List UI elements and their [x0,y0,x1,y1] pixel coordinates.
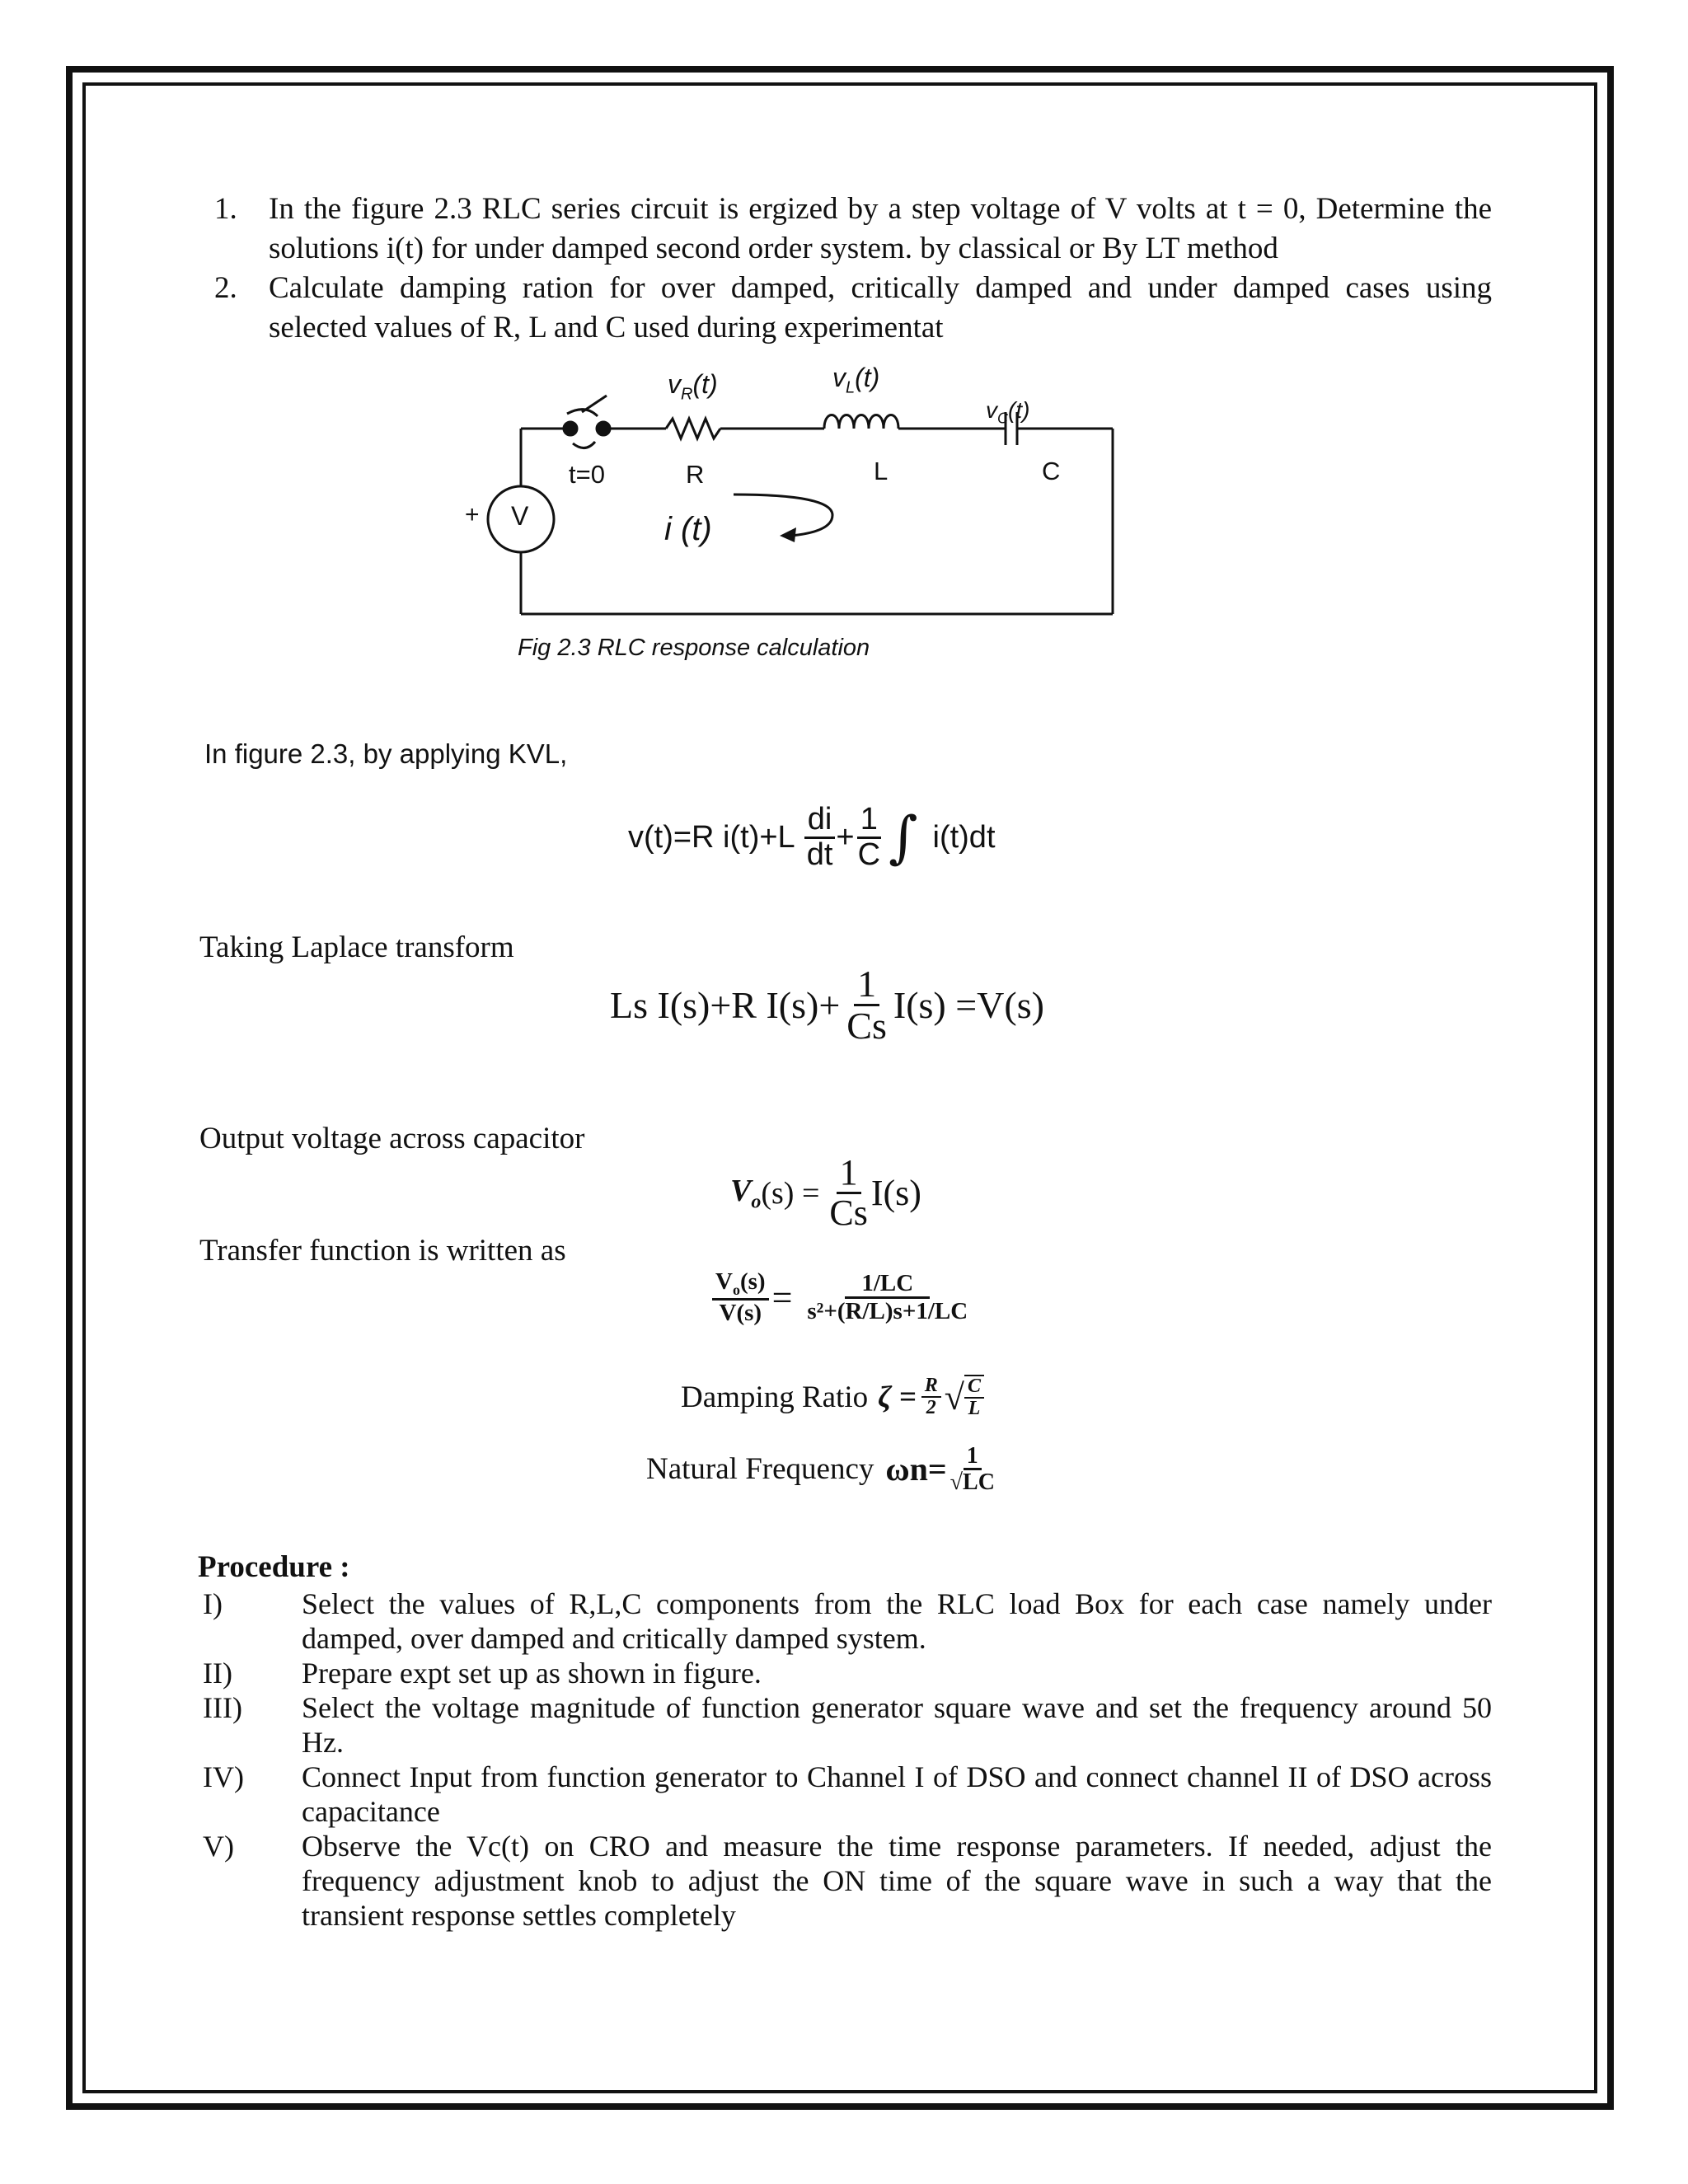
figure-caption: Fig 2.3 RLC response calculation [518,635,870,661]
procedure-step: IV) Connect Input from function generator to Channel I of DSO and connect channel II of DSO across capacitance [203,1760,1492,1828]
circuit-svg [445,363,1154,676]
capacitor-label: C [1042,457,1061,485]
question-list [198,190,1492,348]
question-item: 1. In the figure 2.3 RLC series circuit is ergized by a step voltage of V volts at t = 0, Determine the solutions i(t) for under damped second order system. by classical or By LT method [214,192,1492,265]
kvl-equation: v(t)=R i(t)+L $\frac{di}{dt}$ + $\frac{1}{C}$ ∫ i(t)dt [628,802,996,872]
vc-label: $v_C(t)$ [986,397,1030,427]
procedure-list [198,1586,1492,1933]
natural-frequency-equation: Natural Frequency ωn= $\frac{1}{√LC}$ [646,1443,995,1496]
output-intro: Output voltage across capacitor [199,1122,585,1155]
output-equation: $V_o$ (s) = $\frac{1}{Cs}$ I(s) [730,1152,921,1234]
source-label: V [511,501,529,531]
resistor-label: R [686,460,705,489]
question-text: In the figure 2.3 RLC series circuit is ergized by a step voltage of V volts at t = 0, Determine the solutions i(t) for under damped second order system. by classical or By LT method [269,192,1492,265]
vl-label: $v_L(t)$ [832,363,880,397]
procedure-step: II) Prepare expt set up as shown in figure. [203,1657,762,1690]
vr-label: $v_R(t)$ [668,369,718,404]
laplace-intro: Taking Laplace transform [199,930,514,964]
procedure-step: V) Observe the Vc(t) on CRO and measure the time response parameters. If needed, adjust the frequency adjustment knob to adjust the ON time of the square wave in such a way that the transient response settles completely [203,1830,1492,1932]
procedure-step: III) Select the voltage magnitude of function generator square wave and set the frequency around 50 Hz. [203,1691,1492,1759]
kvl-intro: In figure 2.3, by applying KVL, [204,738,568,769]
source-plus-label: + [465,501,480,528]
inductor-label: L [874,457,889,485]
switch-label: t=0 [569,460,605,489]
transfer-function: $\frac{V_o(s)}{V(s)}$ = $\frac{1/LC}{\text{s²+(R/L)s+1/LC}}$ [712,1269,971,1325]
question-text: Calculate damping ration for over damped, critically damped and under damped cases using selected values of R, L and C used during experimentat [269,271,1492,344]
rlc-circuit-diagram [445,363,1154,676]
tf-intro: Transfer function is written as [199,1234,566,1268]
laplace-equation: Ls I(s)+R I(s)+ $\frac{1}{Cs}$ I(s) =V(s) [610,963,1044,1047]
procedure-step: I) Select the values of R,L,C components from the RLC load Box for each case namely under damped, over damped and critically damped system. [203,1587,1492,1655]
question-item: 2. Calculate damping ration for over damped, critically damped and under damped cases using selected values of R, L and C used during experimentat [214,271,1492,344]
current-label: i (t) [664,511,712,547]
damping-ratio-equation: Damping Ratio ζ = $\frac{R}{2}$ √ $\frac{C}{L}$ [681,1375,984,1419]
procedure-title: Procedure : [198,1550,350,1584]
